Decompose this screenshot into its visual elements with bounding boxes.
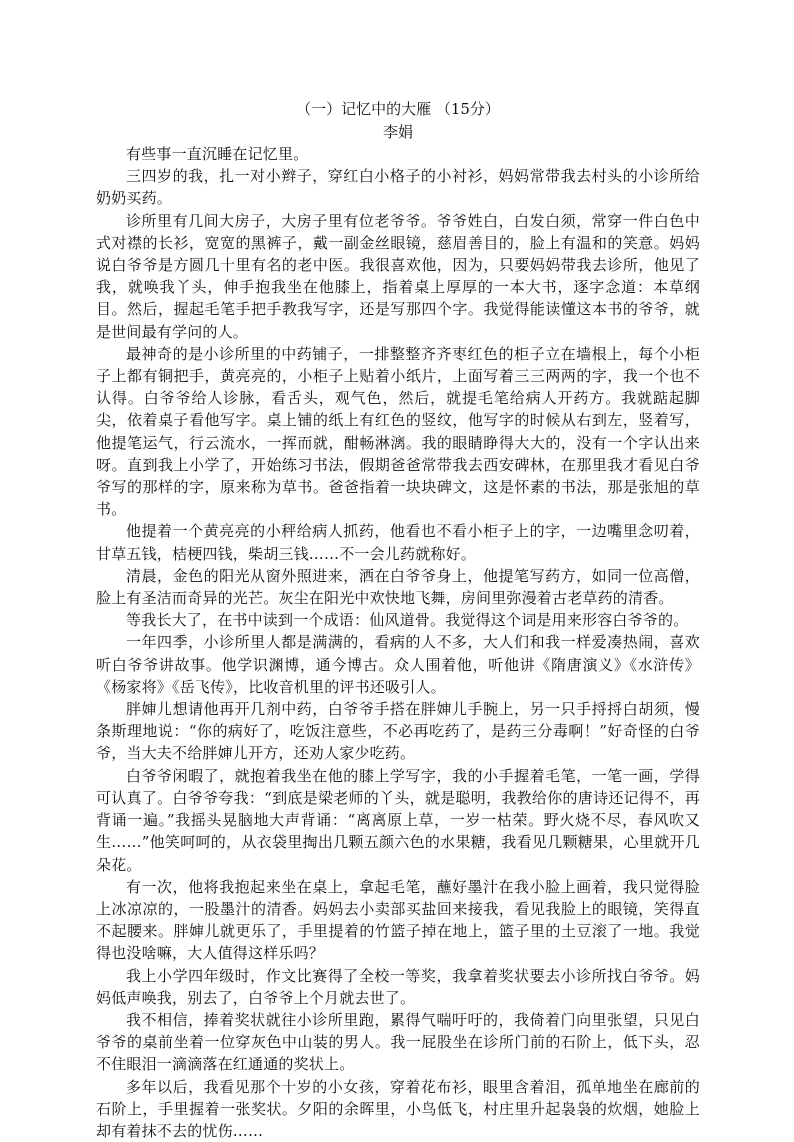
paragraph: 白爷爷闲暇了，就抱着我坐在他的膝上学写字，我的小手握着毛笔，一笔一画，学得可认真了。白爷爷夸我：“到底是梁老师的丫头，就是聪明，我教给你的唐诗还记得不，再背诵一遍。”我摇头晃脑地大声背诵：“离离原上草，一岁一枯荣。野火烧不尽，春风吹又生……”他笑呵呵的，从衣袋里掏出几颗五颜六色的水果糖，我看见几颗糖果，心里就开几朵花。 [96,766,700,874]
paragraph: 等我长大了，在书中读到一个成语：仙风道骨。我觉得这个词是用来形容白爷爷的。 [126,611,689,630]
paragraph: 我上小学四年级时，作文比赛得了全校一等奖，我拿着奖状要去小诊所找白爷爷。妈妈低声唤我，别去了，白爷爷上个月就去世了。 [96,966,700,1007]
author-name: 李娟 [382,123,413,141]
paragraph: 多年以后，我看见那个十岁的小女孩，穿着花布衫，眼里含着泪，孤单地坐在廊前的石阶上，手里握着一张奖状。夕阳的余晖里，小鸟低飞，村庄里升起袅袅的炊烟，她脸上却有着抹不去的忧伤…… [96,1077,700,1140]
paragraph: 最神奇的是小诊所里的中药铺子，一排整整齐齐枣红色的柜子立在墙根上，每个小柜子上都有铜把手，黄亮亮的，小柜子上贴着小纸片，上面写着三三两两的字，我一个也不认得。白爷爷给人诊脉，看舌头，观气色，然后，就提毛笔给病人开药方。我就踮起脚尖，依着桌子看他写字。桌上铺的纸上有红色的竖纹，他写字的时候从右到左，竖着写，他提笔运气，行云流水，一挥而就，酣畅淋漓。我的眼睛睁得大大的，没有一个字认出来呀。直到我上小学了，开始练习书法，假期爸爸常带我去西安碑林，在那里我才看见白爷爷写的那样的字，原来称为草书。爸爸指着一块块碑文，这是怀素的书法，那是张旭的草书。 [96,344,700,519]
document-title: （一）记忆中的大雁 （15分） [296,100,500,118]
paragraph: 胖婶儿想请他再开几剂中药，白爷爷手搭在胖婶儿手腕上，另一只手捋捋白胡须，慢条斯理地说：“你的病好了，吃饭注意些，不必再吃药了，是药三分毒啊！”好奇怪的白爷爷，当大夫不给胖婶儿开方，还劝人家少吃药。 [96,700,700,763]
article-body [96,143,700,1142]
paragraph: 他提着一个黄亮亮的小秤给病人抓药，他看也不看小柜子上的字，一边嘴里念叨着，甘草五钱，桔梗四钱，柴胡三钱……不一会儿药就称好。 [96,522,700,563]
paragraph: 三四岁的我，扎一对小辫子，穿红白小格子的小衬衫，妈妈常带我去村头的小诊所给奶奶买药。 [96,167,700,208]
paragraph: 我不相信，捧着奖状就往小诊所里跑，累得气喘吁吁的，我倚着门向里张望，只见白爷爷的桌前坐着一位穿灰色中山装的男人。我一屁股坐在诊所门前的石阶上，低下头，忍不住眼泪一滴滴落在红通通的奖状上。 [96,1010,700,1074]
paragraph: 清晨，金色的阳光从窗外照进来，洒在白爷爷身上，他提笔写药方，如同一位高僧，脸上有圣洁而奇异的光芒。灰尘在阳光中欢快地飞舞，房间里弥漫着古老草药的清香。 [96,566,700,608]
paragraph: 诊所里有几间大房子，大房子里有位老爷爷。爷爷姓白，白发白须，常穿一件白色中式对襟的长衫，宽宽的黑裤子，戴一副金丝眼镜，慈眉善目的，脸上有温和的笑意。妈妈说白爷爷是方圆几十里有名的老中医。我很喜欢他，因为，只要妈妈带我去诊所，他见了我，就唤我丫头，伸手抱我坐在他膝上，指着桌上厚厚的一本大书，逐字念道：本草纲目。然后，握起毛笔手把手教我写字，还是写那四个字。我觉得能读懂这本书的爷爷，就是世间最有学问的人。 [96,211,700,341]
document-page [96,97,700,1142]
paragraph: 有一次，他将我抱起来坐在桌上，拿起毛笔，蘸好墨汁在我小脸上画着，我只觉得脸上冰凉凉的，一股墨汁的清香。妈妈去小卖部买盐回来接我，看见我脸上的眼镜，笑得直不起腰来。胖婶儿就更乐了，手里提着的竹篮子掉在地上，篮子里的土豆滚了一地。我觉得也没啥嘛，大人值得这样乐吗？ [96,877,700,963]
paragraph: 有些事一直沉睡在记忆里。 [126,145,309,163]
paragraph: 一年四季，小诊所里人都是满满的，看病的人不多，大人们和我一样爱凑热闹，喜欢听白爷爷讲故事。他学识渊博，通今博古。众人围着他，听他讲《隋唐演义》《水浒传》《杨家将》《岳飞传》，比收音机里的评书还吸引人。 [96,633,700,696]
